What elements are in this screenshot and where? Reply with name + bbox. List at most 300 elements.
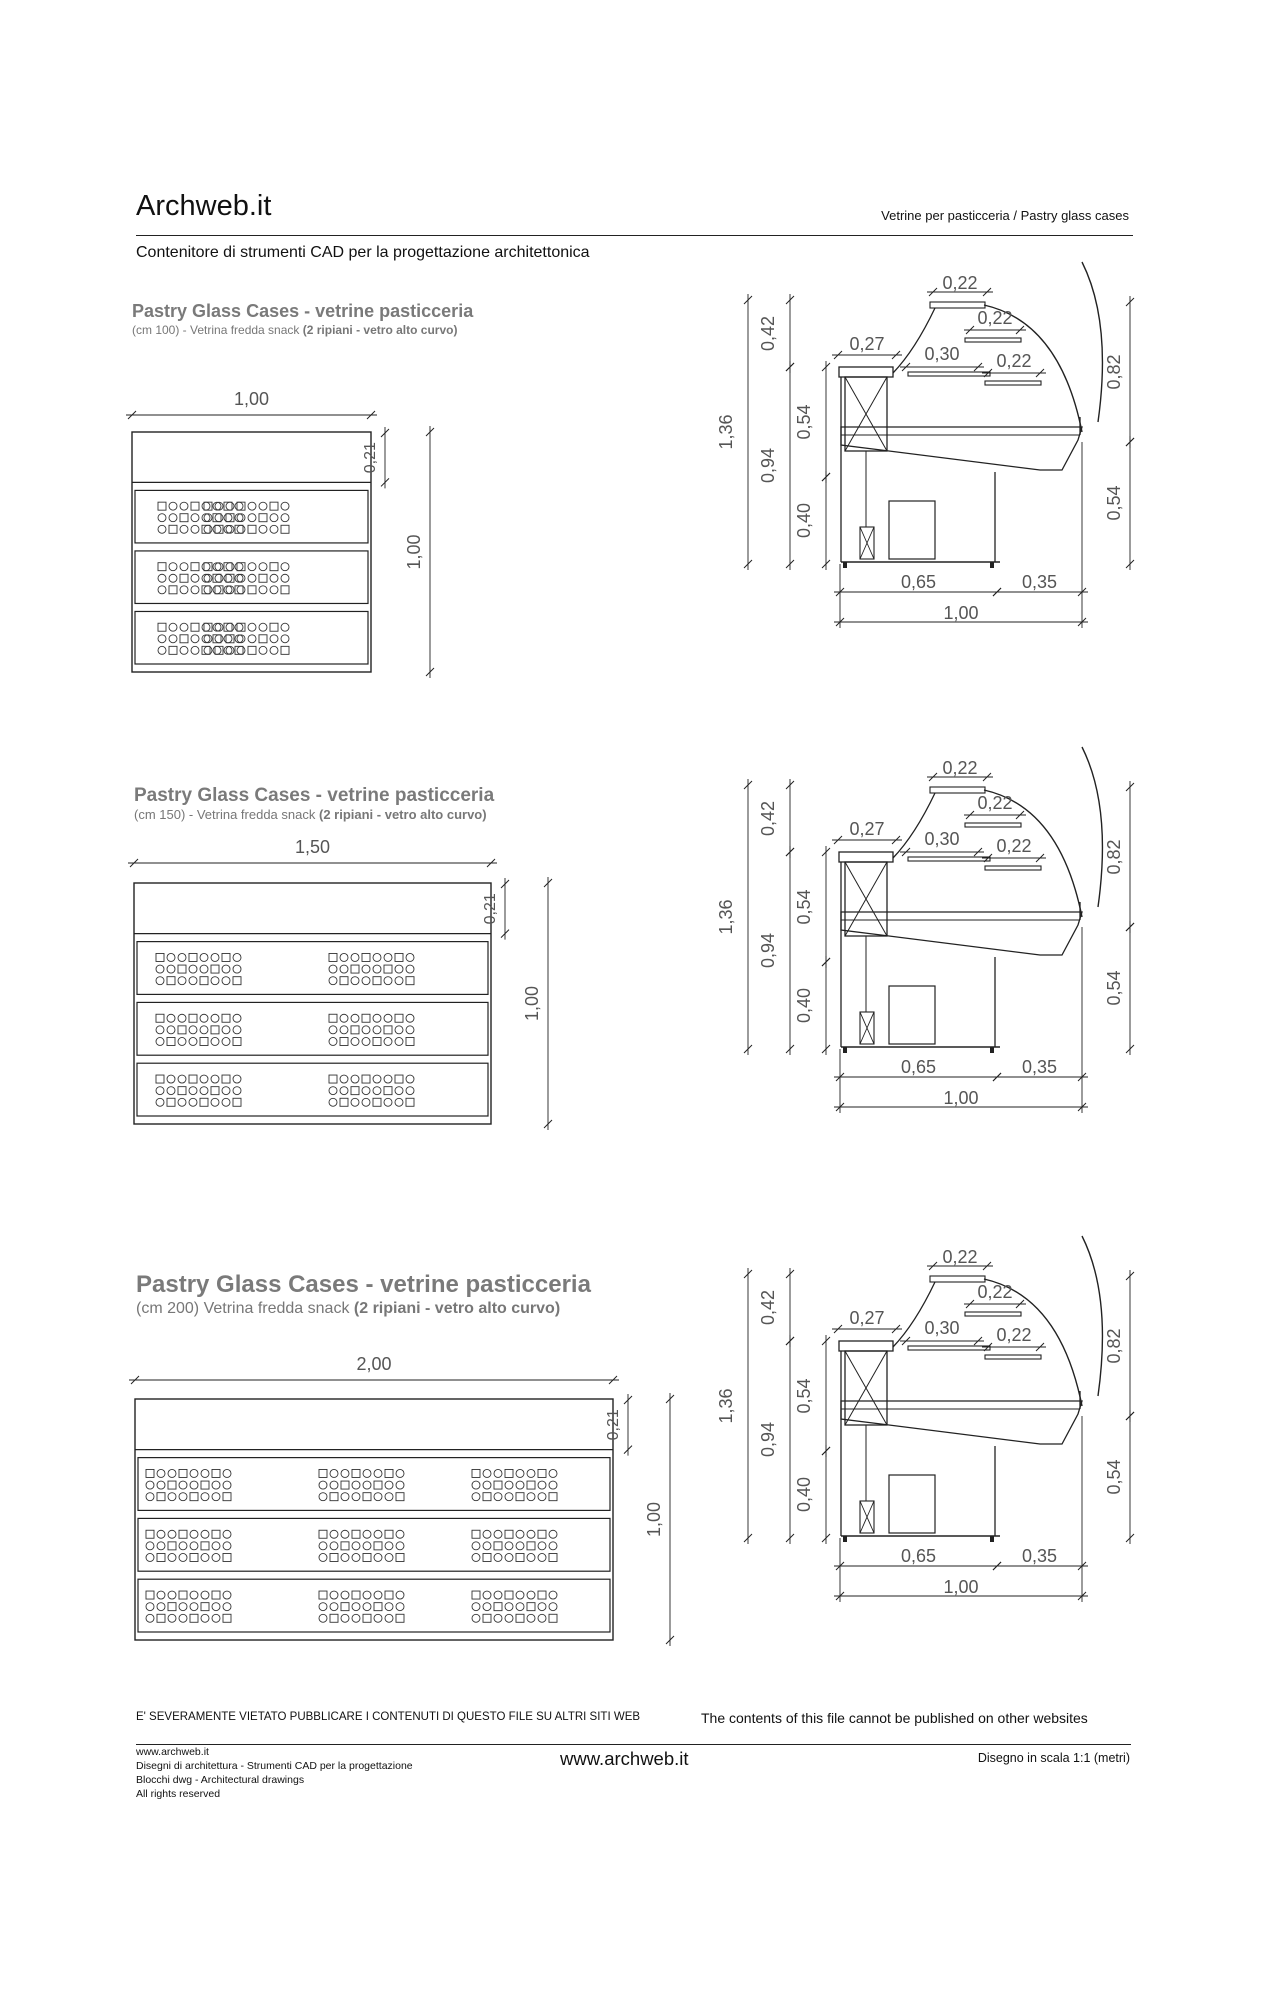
category-label: Vetrine per pasticceria / Pastry glass cases	[881, 208, 1129, 223]
pastry-item	[385, 1481, 393, 1489]
pastry-item	[233, 965, 241, 973]
pastry-item	[472, 1469, 480, 1477]
pastry-item	[215, 525, 223, 533]
pastry-item	[158, 563, 166, 571]
pastry-item	[549, 1603, 557, 1611]
dimension-label: 0,21	[482, 893, 499, 925]
pastry-item	[233, 1098, 241, 1106]
pastry-item	[329, 1087, 337, 1095]
pastry-item	[374, 1614, 382, 1622]
pastry-item	[167, 1087, 175, 1095]
pastry-item	[200, 1037, 208, 1045]
pastry-item	[340, 1087, 348, 1095]
pastry-item	[191, 514, 199, 522]
pastry-item	[341, 1493, 349, 1501]
pastry-item	[351, 953, 359, 961]
pastry-item	[191, 635, 199, 643]
pastry-item	[237, 514, 245, 522]
pastry-item	[351, 1037, 359, 1045]
pastry-item	[168, 1469, 176, 1477]
pastry-item	[527, 1493, 535, 1501]
pastry-item	[396, 1614, 404, 1622]
pastry-item	[211, 1098, 219, 1106]
pastry-item	[167, 1014, 175, 1022]
pastry-item	[505, 1603, 513, 1611]
pastry-item	[157, 1614, 165, 1622]
pastry-item	[385, 1591, 393, 1599]
pastry-item	[385, 1542, 393, 1550]
pastry-item	[180, 514, 188, 522]
pastry-item	[224, 623, 232, 631]
pastry-item	[237, 623, 245, 631]
pastry-item	[341, 1542, 349, 1550]
pastry-item	[146, 1493, 154, 1501]
pastry-item	[352, 1530, 360, 1538]
pastry-item	[202, 563, 210, 571]
foot	[990, 1536, 994, 1542]
pastry-item	[213, 586, 221, 594]
pastry-item	[224, 502, 232, 510]
pastry-item	[222, 977, 230, 985]
pastry-item	[167, 977, 175, 985]
pastry-item	[191, 574, 199, 582]
dimension-label: 0,35	[1021, 572, 1058, 592]
pastry-item	[505, 1530, 513, 1538]
pastry-item	[191, 586, 199, 594]
pastry-item	[270, 623, 278, 631]
pastry-item	[494, 1614, 502, 1622]
foot	[843, 562, 847, 568]
pastry-item	[330, 1542, 338, 1550]
pastry-item	[281, 502, 289, 510]
pastry-item	[538, 1542, 546, 1550]
pastry-item	[204, 623, 212, 631]
shelf	[985, 381, 1041, 385]
pastry-item	[373, 977, 381, 985]
pastry-item	[259, 623, 267, 631]
pastry-item	[226, 525, 234, 533]
pastry-item	[516, 1493, 524, 1501]
pastry-item	[351, 977, 359, 985]
pastry-item	[158, 623, 166, 631]
pastry-item	[483, 1542, 491, 1550]
pastry-item	[200, 1098, 208, 1106]
pastry-item	[213, 635, 221, 643]
pastry-item	[213, 502, 221, 510]
pastry-item	[233, 1087, 241, 1095]
pastry-item	[396, 1603, 404, 1611]
pastry-item	[237, 563, 245, 571]
pastry-item	[248, 635, 256, 643]
pastry-item	[190, 1614, 198, 1622]
pastry-item	[223, 1469, 231, 1477]
dimension-label: 0,54	[794, 404, 814, 440]
pastry-item	[505, 1493, 513, 1501]
pastry-item	[156, 1014, 164, 1022]
dimension-label: 0,65	[900, 1546, 937, 1566]
pastry-item	[178, 1075, 186, 1083]
glass-case-section	[126, 262, 1134, 678]
pastry-item	[156, 1037, 164, 1045]
pastry-item	[190, 1603, 198, 1611]
pastry-item	[341, 1530, 349, 1538]
pastry-item	[384, 1026, 392, 1034]
pastry-item	[319, 1591, 327, 1599]
pastry-item	[406, 1075, 414, 1083]
pastry-item	[180, 635, 188, 643]
pastry-item	[222, 1098, 230, 1106]
pastry-item	[319, 1614, 327, 1622]
dimension-label: 0,40	[794, 502, 814, 539]
dimension-label: 0,30	[924, 1318, 960, 1338]
pastry-item	[169, 514, 177, 522]
pastry-item	[157, 1603, 165, 1611]
pastry-item	[180, 623, 188, 631]
pastry-item	[319, 1603, 327, 1611]
pastry-item	[146, 1614, 154, 1622]
pastry-item	[494, 1603, 502, 1611]
pastry-item	[223, 1542, 231, 1550]
pastry-item	[179, 1469, 187, 1477]
pastry-item	[385, 1493, 393, 1501]
dimension-label: 1,00	[943, 1088, 979, 1108]
pastry-item	[374, 1469, 382, 1477]
pastry-item	[270, 646, 278, 654]
pastry-item	[352, 1493, 360, 1501]
pastry-item	[215, 635, 223, 643]
pastry-item	[374, 1591, 382, 1599]
pastry-item	[189, 1014, 197, 1022]
pastry-item	[167, 965, 175, 973]
subtitle-text: (cm 100) - Vetrina fredda snack	[132, 323, 303, 337]
pastry-item	[158, 525, 166, 533]
pastry-item	[168, 1603, 176, 1611]
pastry-item	[222, 1087, 230, 1095]
pastry-item	[549, 1481, 557, 1489]
dimension-label: 1,50	[294, 837, 331, 857]
pastry-item	[180, 646, 188, 654]
pastry-item	[179, 1481, 187, 1489]
pastry-item	[494, 1469, 502, 1477]
pastry-item	[156, 1098, 164, 1106]
pastry-item	[362, 977, 370, 985]
pastry-item	[352, 1591, 360, 1599]
pastry-item	[223, 1481, 231, 1489]
pastry-item	[167, 953, 175, 961]
pastry-item	[224, 635, 232, 643]
pastry-item	[215, 563, 223, 571]
pastry-item	[363, 1530, 371, 1538]
pastry-item	[351, 1026, 359, 1034]
pastry-item	[549, 1530, 557, 1538]
pastry-item	[167, 1075, 175, 1083]
dimension-label: 1,00	[233, 389, 270, 409]
pastry-item	[146, 1530, 154, 1538]
pastry-item	[494, 1530, 502, 1538]
pastry-item	[396, 1481, 404, 1489]
pastry-item	[202, 586, 210, 594]
pastry-item	[352, 1614, 360, 1622]
pastry-item	[259, 586, 267, 594]
pastry-item	[472, 1614, 480, 1622]
pastry-item	[200, 977, 208, 985]
pastry-item	[180, 586, 188, 594]
pastry-item	[516, 1603, 524, 1611]
pastry-item	[157, 1530, 165, 1538]
foot	[990, 562, 994, 568]
pastry-item	[330, 1591, 338, 1599]
pastry-item	[202, 635, 210, 643]
pastry-item	[505, 1553, 513, 1561]
pastry-item	[233, 1014, 241, 1022]
pastry-item	[527, 1603, 535, 1611]
pastry-item	[373, 953, 381, 961]
pastry-item	[180, 525, 188, 533]
pastry-item	[396, 1591, 404, 1599]
pastry-item	[538, 1530, 546, 1538]
pastry-item	[363, 1542, 371, 1550]
pastry-item	[237, 574, 245, 582]
dimension-label: 0,42	[758, 315, 778, 352]
shelf	[985, 866, 1041, 870]
pastry-item	[189, 1087, 197, 1095]
pastry-item	[215, 502, 223, 510]
pastry-item	[384, 1087, 392, 1095]
pastry-item	[158, 586, 166, 594]
pastry-item	[212, 1530, 220, 1538]
dimension-label: 0,65	[900, 1057, 937, 1077]
dimension-label: 1,00	[943, 603, 979, 623]
pastry-item	[224, 646, 232, 654]
pastry-item	[215, 514, 223, 522]
pastry-item	[146, 1603, 154, 1611]
pastry-item	[200, 1087, 208, 1095]
pastry-item	[384, 1014, 392, 1022]
pastry-item	[483, 1493, 491, 1501]
pastry-item	[341, 1469, 349, 1477]
pastry-item	[156, 1026, 164, 1034]
pastry-item	[191, 623, 199, 631]
pastry-item	[146, 1481, 154, 1489]
pastry-item	[226, 623, 234, 631]
pastry-item	[384, 1098, 392, 1106]
dimension-label: 0,22	[977, 308, 1013, 328]
pastry-item	[329, 1026, 337, 1034]
pastry-item	[179, 1530, 187, 1538]
pastry-item	[483, 1481, 491, 1489]
pastry-item	[191, 646, 199, 654]
dimension-label: 1,00	[522, 985, 542, 1022]
pastry-item	[395, 977, 403, 985]
pastry-item	[395, 1014, 403, 1022]
pastry-item	[204, 514, 212, 522]
motor-box	[889, 1475, 935, 1533]
pastry-item	[270, 635, 278, 643]
pastry-item	[178, 977, 186, 985]
copyright-warning-english: The contents of this file cannot be published on other websites	[701, 1710, 1088, 1726]
pastry-item	[396, 1553, 404, 1561]
pastry-item	[200, 1075, 208, 1083]
pastry-item	[226, 514, 234, 522]
pastry-item	[223, 1614, 231, 1622]
dimension-label: 0,27	[849, 819, 885, 839]
pastry-item	[157, 1591, 165, 1599]
pastry-item	[178, 965, 186, 973]
pastry-item	[226, 586, 234, 594]
motor-box	[889, 986, 935, 1044]
pastry-item	[483, 1591, 491, 1599]
shelf	[965, 1312, 1021, 1316]
pastry-item	[341, 1614, 349, 1622]
pastry-item	[340, 953, 348, 961]
pastry-item	[226, 635, 234, 643]
pastry-item	[374, 1603, 382, 1611]
pastry-item	[362, 1075, 370, 1083]
dimension-label: 0,35	[1021, 1546, 1058, 1566]
pastry-item	[248, 525, 256, 533]
pastry-item	[158, 646, 166, 654]
footer-credits	[136, 1745, 413, 1801]
dimension-label: 0,22	[942, 273, 978, 293]
pastry-item	[494, 1553, 502, 1561]
pastry-item	[189, 1075, 197, 1083]
dimension-label: 0,21	[362, 442, 379, 474]
pastry-item	[395, 965, 403, 973]
pastry-item	[270, 574, 278, 582]
pastry-item	[259, 646, 267, 654]
pastry-item	[483, 1530, 491, 1538]
pastry-item	[223, 1493, 231, 1501]
pastry-item	[319, 1481, 327, 1489]
section-subtitle	[132, 323, 457, 337]
pastry-item	[395, 1037, 403, 1045]
pastry-item	[341, 1553, 349, 1561]
pastry-item	[538, 1469, 546, 1477]
pastry-item	[202, 525, 210, 533]
pastry-item	[340, 1098, 348, 1106]
pastry-item	[538, 1481, 546, 1489]
pastry-item	[329, 1037, 337, 1045]
pastry-item	[248, 514, 256, 522]
pastry-item	[281, 525, 289, 533]
pastry-item	[204, 635, 212, 643]
dimension-label: 0,35	[1021, 1057, 1058, 1077]
pastry-item	[527, 1591, 535, 1599]
foot	[990, 1047, 994, 1053]
pastry-item	[213, 525, 221, 533]
pastry-item	[363, 1493, 371, 1501]
pastry-item	[158, 514, 166, 522]
pastry-item	[340, 965, 348, 973]
pastry-item	[406, 1087, 414, 1095]
pastry-item	[374, 1530, 382, 1538]
pastry-item	[201, 1481, 209, 1489]
pastry-item	[211, 953, 219, 961]
subtitle-bold: (2 ripiani - vetro alto curvo)	[302, 323, 458, 337]
subtitle-text: (cm 150) - Vetrina fredda snack	[134, 807, 319, 822]
pastry-item	[213, 623, 221, 631]
shelf	[965, 338, 1021, 342]
pastry-item	[373, 1037, 381, 1045]
pastry-item	[270, 514, 278, 522]
pastry-item	[362, 965, 370, 973]
pastry-item	[190, 1530, 198, 1538]
pastry-item	[341, 1481, 349, 1489]
pastry-item	[483, 1614, 491, 1622]
dimension-label: 0,40	[794, 987, 814, 1024]
pastry-item	[472, 1542, 480, 1550]
dimension-label: 1,00	[404, 534, 424, 570]
pastry-item	[329, 1014, 337, 1022]
brand-logo-text: Archweb.it	[136, 190, 272, 222]
pastry-item	[516, 1614, 524, 1622]
pastry-item	[406, 977, 414, 985]
pastry-item	[179, 1542, 187, 1550]
pastry-item	[340, 1014, 348, 1022]
pastry-item	[319, 1469, 327, 1477]
pastry-item	[516, 1469, 524, 1477]
pastry-item	[235, 514, 243, 522]
pastry-item	[363, 1481, 371, 1489]
pastry-item	[201, 1469, 209, 1477]
pastry-item	[374, 1481, 382, 1489]
pastry-item	[222, 1026, 230, 1034]
pastry-item	[483, 1553, 491, 1561]
pastry-item	[373, 1026, 381, 1034]
header-subtitle: Contenitore di strumenti CAD per la progettazione architettonica	[136, 244, 590, 261]
pastry-item	[226, 574, 234, 582]
pastry-item	[233, 1075, 241, 1083]
pastry-item	[363, 1591, 371, 1599]
pastry-item	[259, 635, 267, 643]
pastry-item	[330, 1603, 338, 1611]
dimension-label: 0,54	[794, 1378, 814, 1414]
pastry-item	[374, 1493, 382, 1501]
pastry-item	[156, 977, 164, 985]
pastry-item	[168, 1493, 176, 1501]
counter-top	[839, 1341, 893, 1351]
subtitle-text: (cm 200) Vetrina fredda snack	[136, 1300, 354, 1317]
pastry-item	[248, 646, 256, 654]
pastry-item	[527, 1469, 535, 1477]
pastry-item	[248, 563, 256, 571]
pastry-item	[169, 563, 177, 571]
pastry-item	[362, 1026, 370, 1034]
shelf-drawer	[135, 551, 368, 604]
pastry-item	[516, 1542, 524, 1550]
pastry-item	[385, 1614, 393, 1622]
pastry-item	[373, 965, 381, 973]
dimension-label: 0,27	[849, 1308, 885, 1328]
pastry-item	[224, 586, 232, 594]
footer-website[interactable]: www.archweb.it	[560, 1748, 689, 1769]
pastry-item	[169, 586, 177, 594]
pastry-item	[213, 563, 221, 571]
dimension-label: 0,94	[758, 932, 778, 969]
pastry-item	[215, 574, 223, 582]
pastry-item	[384, 1037, 392, 1045]
pastry-item	[233, 1037, 241, 1045]
dimension-label: 0,82	[1104, 354, 1124, 390]
pastry-item	[516, 1481, 524, 1489]
dimension-label: 1,36	[716, 414, 736, 450]
pastry-item	[396, 1469, 404, 1477]
pastry-item	[385, 1603, 393, 1611]
pastry-item	[169, 502, 177, 510]
pastry-item	[178, 1026, 186, 1034]
pastry-item	[191, 563, 199, 571]
dimension-label: 1,00	[644, 1501, 664, 1538]
